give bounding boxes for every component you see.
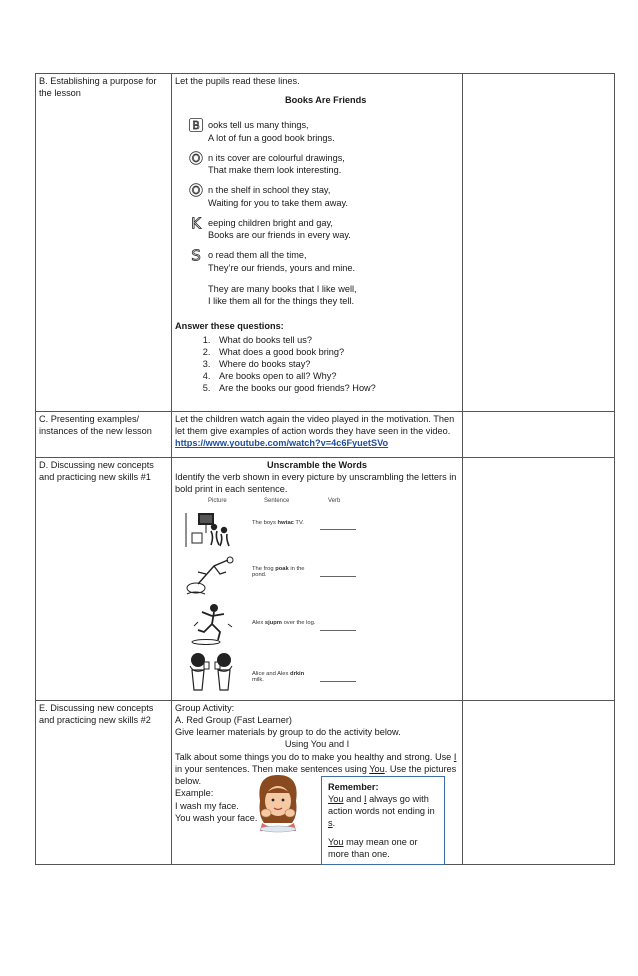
poem-line: Waiting for you to take them away.: [208, 197, 348, 208]
decorative-letter-b-icon: [189, 118, 203, 132]
questions-heading: Answer these questions:: [175, 321, 284, 332]
lesson-plan-table: [35, 73, 615, 865]
worksheet-sentence: Alex sjupm over the log.: [252, 619, 316, 626]
row-discussing-skills-2: [36, 700, 615, 864]
svg-text:O: O: [191, 185, 201, 198]
poem-stanza: [189, 248, 459, 273]
poem-line: Books are our friends in every way.: [208, 230, 351, 241]
row-b-content: [172, 74, 463, 412]
svg-text:B: B: [192, 119, 200, 133]
poem-line: I like them all for the things they tell.: [208, 296, 355, 307]
verb-answer-blank[interactable]: [320, 576, 356, 577]
unscramble-worksheet: [182, 498, 372, 698]
frog-jumping-icon: [184, 554, 242, 598]
example-sentence-2: You wash your face.: [175, 812, 258, 823]
decorative-letter-s-icon: [189, 248, 203, 262]
example-sentence-1: I wash my face.: [175, 800, 239, 811]
svg-text:O: O: [191, 152, 201, 165]
decorative-letter-o-icon: [189, 151, 203, 165]
poem: [189, 118, 459, 307]
poem-line: ooks tell us many things,: [208, 120, 309, 131]
poem-line: They are many books that I like well,: [208, 283, 357, 294]
worksheet-header-picture: Picture: [208, 497, 227, 504]
row-c-label: C. Presenting examples/ instances of the new lesson: [36, 412, 172, 458]
row-e-content: [172, 700, 463, 864]
question-item: 4. Are books open to all? Why?: [213, 370, 459, 382]
question-item: 1. What do books tell us?: [213, 334, 459, 346]
row-e-line2: A. Red Group (Fast Learner): [175, 714, 292, 725]
question-item: 2. What does a good book bring?: [213, 346, 459, 358]
poem-stanza: [189, 118, 459, 143]
row-establishing-purpose: [36, 74, 615, 412]
children-drinking-milk-icon: [184, 650, 242, 694]
row-b-intro: Let the pupils read these lines.: [175, 76, 300, 86]
video-link[interactable]: https://www.youtube.com/watch?v=4c6FyuetSVo: [175, 438, 389, 449]
worksheet-header-verb: Verb: [328, 497, 341, 504]
poem-line: A lot of fun a good book brings.: [208, 132, 335, 143]
question-item: 3. Where do books stay?: [213, 358, 459, 370]
decorative-letter-o-icon: [189, 183, 203, 197]
example-label: Example:: [175, 788, 214, 799]
remember-rule-1: You and I always go with action words not ending in s.: [328, 793, 435, 829]
row-b-label: B. Establishing a purpose for the lesson: [36, 74, 172, 412]
svg-text:K: K: [191, 215, 201, 230]
questions-list: [175, 334, 459, 395]
poem-line: That make them look interesting.: [208, 165, 342, 176]
question-item: 5. Are the books our good friends? How?: [213, 382, 459, 394]
row-d-content: [172, 458, 463, 701]
row-e-subtitle: Using You and I: [284, 739, 350, 750]
row-e-paragraph: Talk about some things you do to make you healthy and strong. Use I in your sentences. Then make sentences using You. Use the pictures below.: [175, 751, 457, 787]
row-d-instruction: Identify the verb shown in every picture by unscrambling the letters in bold print in each sentence.: [175, 472, 457, 495]
row-c-notes: [463, 412, 615, 458]
worksheet-header-sentence: Sentence: [264, 497, 290, 504]
decorative-letter-k-icon: [189, 216, 203, 230]
row-e-notes: [463, 700, 615, 864]
remember-title: Remember:: [328, 781, 379, 792]
worksheet-sentence: Alice and Alex drkin milk.: [252, 670, 305, 684]
remember-box: [321, 776, 445, 865]
poem-line: n its cover are colourful drawings,: [208, 152, 345, 163]
poem-line: They’re our friends, yours and mine.: [208, 262, 356, 273]
row-e-line3: Give learner materials by group to do the activity below.: [175, 727, 401, 738]
verb-answer-blank[interactable]: [320, 681, 356, 682]
svg-text:S: S: [191, 248, 201, 263]
row-d-label: D. Discussing new concepts and practicing new skills #1: [36, 458, 172, 701]
verb-answer-blank[interactable]: [320, 630, 356, 631]
poem-stanza: [189, 216, 459, 241]
boys-watching-tv-icon: [184, 507, 242, 551]
poem-last-stanza: [208, 283, 459, 307]
boy-jumping-icon: [184, 602, 242, 646]
girl-washing-face-icon: [252, 771, 304, 833]
worksheet-sentence: The boys hwtac TV.: [252, 519, 304, 526]
worksheet-sentence: The frog poak in the pond.: [252, 565, 305, 579]
poem-title: Books Are Friends: [285, 95, 367, 106]
verb-answer-blank[interactable]: [320, 529, 356, 530]
row-c-text: Let the children watch again the video played in the motivation. Then let them give examples of action words they have seen in the video.: [175, 414, 455, 437]
row-d-notes: [463, 458, 615, 701]
row-presenting-examples: [36, 412, 615, 458]
row-d-title: Unscramble the Words: [267, 460, 367, 470]
row-b-notes: [463, 74, 615, 412]
poem-stanza: [189, 183, 459, 208]
row-c-content: [172, 412, 463, 458]
remember-rule-2: You may mean one or more than one.: [328, 836, 418, 859]
poem-line: o read them all the time,: [208, 250, 307, 261]
row-e-line1: Group Activity:: [175, 702, 235, 713]
poem-line: n the shelf in school they stay,: [208, 185, 331, 196]
row-e-label: E. Discussing new concepts and practicing new skills #2: [36, 700, 172, 864]
poem-stanza: [189, 151, 459, 176]
poem-line: eeping children bright and gay,: [208, 217, 333, 228]
row-discussing-skills-1: [36, 458, 615, 701]
